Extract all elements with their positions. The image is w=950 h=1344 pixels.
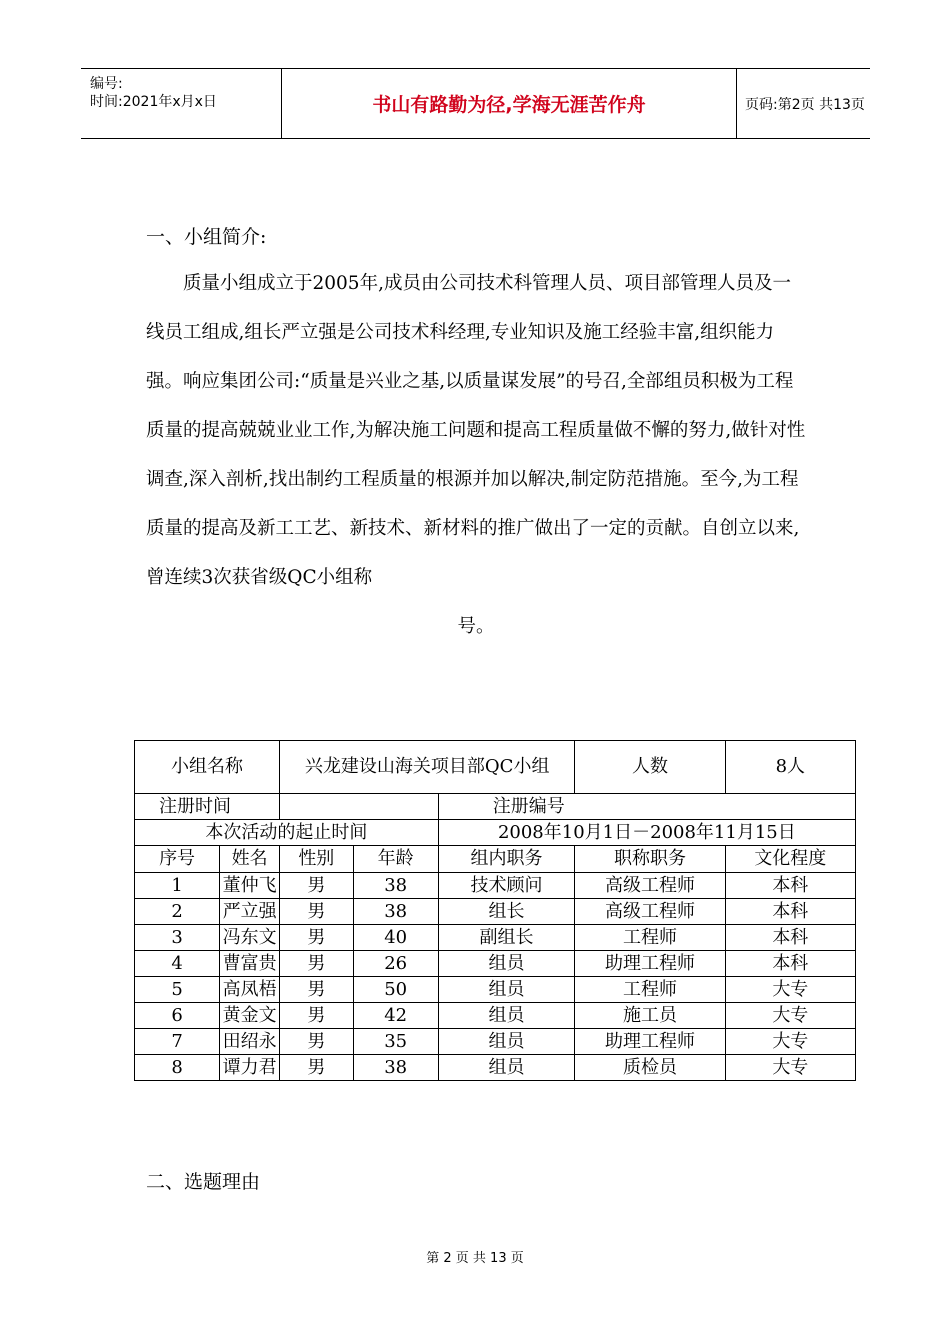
table-row xyxy=(135,1029,856,1055)
header-page-code: 页码:第2页 共13页 xyxy=(745,96,865,113)
table-cell: 38 xyxy=(353,1055,438,1081)
table-row xyxy=(135,741,856,794)
table-cell: 本科 xyxy=(725,873,855,899)
table-cell: 26 xyxy=(353,951,438,977)
table-header-row xyxy=(135,846,856,873)
group-table xyxy=(134,740,856,1081)
table-cell: 董仲飞 xyxy=(220,873,280,899)
table-cell: 助理工程师 xyxy=(575,951,725,977)
table-cell: 42 xyxy=(353,1003,438,1029)
header-number-label: 编号: xyxy=(90,76,123,92)
activity-period-value: 2008年10月1日－2008年11月15日 xyxy=(438,820,855,846)
table-cell: 本科 xyxy=(725,951,855,977)
table-row xyxy=(135,899,856,925)
member-rows xyxy=(135,873,856,1081)
reg-time-value xyxy=(280,794,439,820)
table-cell: 副组长 xyxy=(438,925,575,951)
page-footer: 第 2 页 共 13 页 xyxy=(426,1251,524,1266)
column-header: 职称职务 xyxy=(575,846,725,873)
group-name-value: 兴龙建设山海关项目部QC小组 xyxy=(280,741,575,794)
table-cell: 男 xyxy=(280,977,354,1003)
table-cell: 高凤梧 xyxy=(220,977,280,1003)
table-cell: 6 xyxy=(135,1003,220,1029)
table-cell: 助理工程师 xyxy=(575,1029,725,1055)
table-cell: 工程师 xyxy=(575,977,725,1003)
table-cell: 组员 xyxy=(438,1055,575,1081)
table-cell: 田绍永 xyxy=(220,1029,280,1055)
table-cell: 谭力君 xyxy=(220,1055,280,1081)
table-cell: 4 xyxy=(135,951,220,977)
table-cell: 黄金文 xyxy=(220,1003,280,1029)
table-cell: 曹富贵 xyxy=(220,951,280,977)
table-cell: 本科 xyxy=(725,899,855,925)
table-cell: 50 xyxy=(353,977,438,1003)
table-cell: 男 xyxy=(280,1029,354,1055)
table-row xyxy=(135,873,856,899)
table-cell: 大专 xyxy=(725,1003,855,1029)
reg-time-label: 注册时间 xyxy=(135,794,280,820)
table-row xyxy=(135,925,856,951)
table-cell: 40 xyxy=(353,925,438,951)
member-count-label: 人数 xyxy=(575,741,725,794)
table-cell: 冯东文 xyxy=(220,925,280,951)
table-cell: 38 xyxy=(353,873,438,899)
table-cell: 8 xyxy=(135,1055,220,1081)
header-date-label: 时间:2021年x月x日 xyxy=(90,94,217,110)
table-cell: 2 xyxy=(135,899,220,925)
table-cell: 组员 xyxy=(438,1029,575,1055)
table-row xyxy=(135,951,856,977)
column-header: 文化程度 xyxy=(725,846,855,873)
group-name-label: 小组名称 xyxy=(135,741,280,794)
table-cell: 组员 xyxy=(438,977,575,1003)
table-row xyxy=(135,794,856,820)
table-cell: 男 xyxy=(280,899,354,925)
table-cell: 男 xyxy=(280,1055,354,1081)
table-cell: 3 xyxy=(135,925,220,951)
table-cell: 组长 xyxy=(438,899,575,925)
column-header: 组内职务 xyxy=(438,846,575,873)
section1-paragraph-end: 号。 xyxy=(457,616,495,637)
table-cell: 组员 xyxy=(438,1003,575,1029)
member-count-value: 8人 xyxy=(725,741,855,794)
table-cell: 男 xyxy=(280,925,354,951)
table-cell: 大专 xyxy=(725,977,855,1003)
activity-period-label: 本次活动的起止时间 xyxy=(135,820,439,846)
column-header: 姓名 xyxy=(220,846,280,873)
section1-body xyxy=(146,259,806,651)
table-cell: 施工员 xyxy=(575,1003,725,1029)
table-cell: 组员 xyxy=(438,951,575,977)
table-row xyxy=(135,977,856,1003)
column-header: 序号 xyxy=(135,846,220,873)
table-cell: 严立强 xyxy=(220,899,280,925)
table-cell: 7 xyxy=(135,1029,220,1055)
table-cell: 工程师 xyxy=(575,925,725,951)
table-cell: 本科 xyxy=(725,925,855,951)
section2-title: 二、选题理由 xyxy=(146,1171,261,1193)
header-motto: 书山有路勤为径,学海无涯苦作舟 xyxy=(281,69,737,138)
page-header xyxy=(81,68,870,139)
table-cell: 男 xyxy=(280,1003,354,1029)
table-cell: 大专 xyxy=(725,1029,855,1055)
table-row xyxy=(135,820,856,846)
header-meta xyxy=(81,69,281,138)
table-cell: 1 xyxy=(135,873,220,899)
column-header: 年龄 xyxy=(353,846,438,873)
table-cell: 男 xyxy=(280,873,354,899)
table-cell: 38 xyxy=(353,899,438,925)
table-cell: 大专 xyxy=(725,1055,855,1081)
table-cell: 技术顾问 xyxy=(438,873,575,899)
table-cell: 35 xyxy=(353,1029,438,1055)
table-cell: 男 xyxy=(280,951,354,977)
table-cell: 5 xyxy=(135,977,220,1003)
table-cell: 高级工程师 xyxy=(575,899,725,925)
table-row xyxy=(135,1055,856,1081)
table-row xyxy=(135,1003,856,1029)
column-header: 性别 xyxy=(280,846,354,873)
section1-paragraph: 质量小组成立于2005年,成员由公司技术科管理人员、项目部管理人员及一线员工组成,组长严立强是公司技术科经理,专业知识及施工经验丰富,组织能力强。响应集团公司:“质量是兴业之基,以质量谋发展”的号召,全部组员积极为工程质量的提高兢兢业业工作,为解决施工问题和提高工程质量做不懈的努力,做针对性调查,深入剖析,找出制约工程质量的根源并加以解决,制定防范措施。至今,为工程质量的提高及新工工艺、新技术、新材料的推广做出了一定的贡献。自创立以来,曾连续3次获省级QC小组称 xyxy=(146,273,806,588)
table-cell: 高级工程师 xyxy=(575,873,725,899)
section1-title: 一、小组简介: xyxy=(146,226,267,248)
reg-number-label: 注册编号 xyxy=(438,794,855,820)
table-cell: 质检员 xyxy=(575,1055,725,1081)
